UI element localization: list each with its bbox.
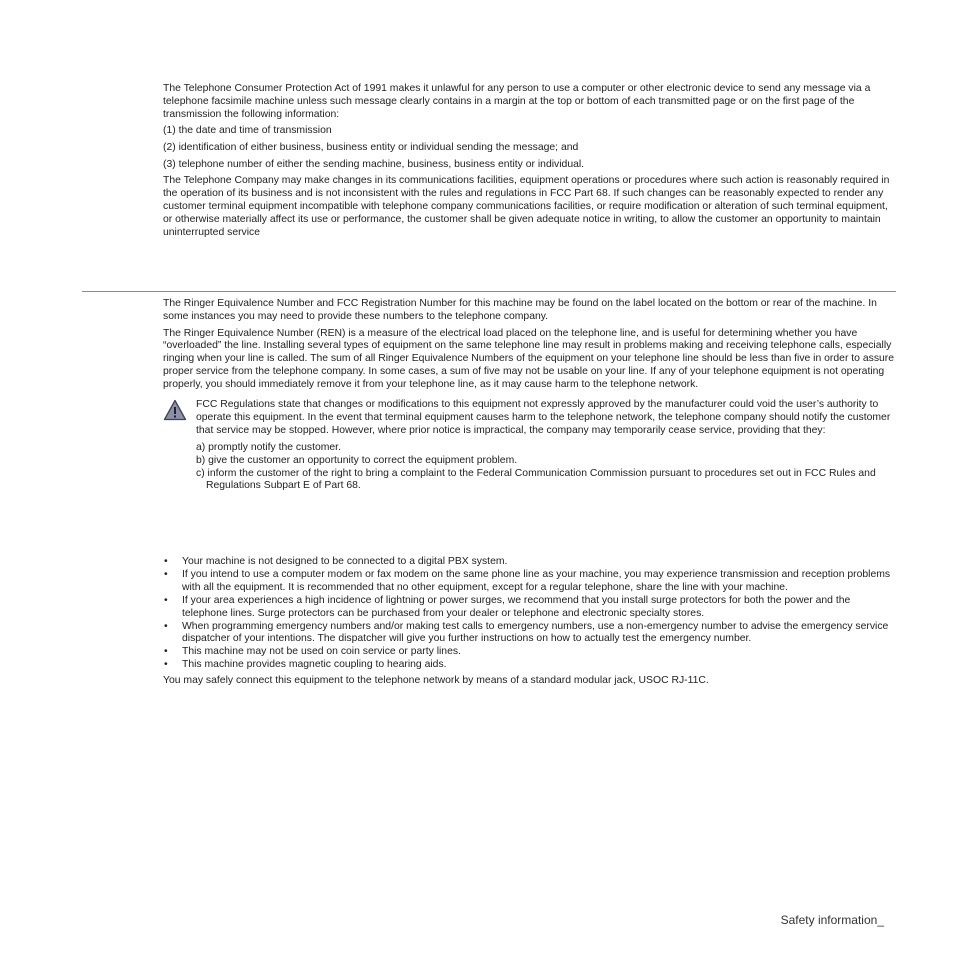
modular-jack-paragraph: You may safely connect this equipment to the telephone network by means of a standard modular jack, USOC RJ-11C. — [163, 675, 709, 687]
tcpa-item-2: (2) identification of either business, business entity or individual sending the message; and — [163, 142, 579, 153]
section-ringer-equivalence — [163, 298, 896, 493]
fcc-warning-text: FCC Regulations state that changes or modifications to this equipment not expressly approved by the manufacturer could void the user’s authority to operate this equipment. In the event that terminal equipment causes harm to the telephone network, the telephone company should notify the customer that service may be stopped. However, where prior notice is impractical, the company may temporarily cease service, providing that they: — [196, 399, 891, 436]
fcc-warning-note — [163, 399, 896, 493]
fcc-warning-item-c: c) inform the customer of the right to bring a complaint to the Federal Communication Commission pursuant to procedures set out in FCC Rules and Regulations Subpart E of Part 68. — [196, 467, 876, 492]
telephone-company-changes-paragraph: The Telephone Company may make changes in its communications facilities, equipment operations or procedures where such action is reasonably required in the operation of its business and is not inconsistent with the rules and regulations in FCC Part 68. If such changes can be reasonably expected to render any customer terminal equipment incompatible with telephone company communications facilities, or require modification or alteration of such terminal equipment, or otherwise materially affect its use or performance, the customer shall be given adequate notice in writing, to allow the customer an opportunity to maintain uninterrupted service — [163, 175, 890, 238]
fcc-warning-item-a: a) promptly notify the customer. — [196, 441, 341, 453]
warning-triangle-icon — [163, 399, 187, 421]
section-telephone-consumer-protection — [163, 83, 896, 243]
tcpa-intro-paragraph: The Telephone Consumer Protection Act of 1991 makes it unlawful for any person to use a computer or other electronic device to send any message via a telephone facsimile machine unless such message clearly contains in a margin at the top or bottom of each transmitted page or on the first page of the transmission the following information: — [163, 83, 871, 120]
tcpa-item-1: (1) the date and time of transmission — [163, 125, 332, 137]
bullet-item-surge: • If your area experiences a high incidence of lightning or power surges, we recommend that you install surge protectors for both the power and the telephone lines. Surge protectors can be purchased from your dealer or telephone and electronic specialty stores. — [163, 595, 896, 621]
connection-bullet-list — [163, 556, 896, 672]
ren-location-paragraph: The Ringer Equivalence Number and FCC Registration Number for this machine may be found on the label located on the bottom or rear of the machine. In some instances you may need to provide these numbers to the telephone company. — [163, 298, 877, 322]
section-divider — [82, 291, 896, 292]
bullet-item-pbx: • Your machine is not designed to be connected to a digital PBX system. — [163, 556, 896, 569]
bullet-item-modem: • If you intend to use a computer modem or fax modem on the same phone line as your machine, you may experience transmission and reception problems with all the equipment. It is recommended that no other equipment, except for a regular telephone, share the line with your machine. — [163, 569, 896, 595]
tcpa-item-3: (3) telephone number of either the sending machine, business, business entity or individual. — [163, 158, 585, 170]
ren-explanation-paragraph: The Ringer Equivalence Number (REN) is a measure of the electrical load placed on the telephone line, and is useful for determining whether you have “overloaded” the line. Installing several types of equipment on the same telephone line may result in problems making and receiving telephone calls, especially ringing when your line is called. The sum of all Ringer Equivalence Numbers of the equipment on your telephone line should be less than five in order to assure proper service from the telephone company. In some cases, a sum of five may not be usable on your line. If any of your telephone equipment is not operating properly, you should immediately remove it from your telephone line, as it may cause harm to the telephone network. — [163, 327, 895, 391]
fcc-warning-list — [196, 442, 896, 494]
bullet-item-emergency: • When programming emergency numbers and/or making test calls to emergency numbers, use a non-emergency number to advise the emergency service dispatcher of your intentions. The dispatcher will give you further instructions on how to actually test the emergency number. — [163, 621, 896, 647]
fcc-warning-item-b: b) give the customer an opportunity to correct the equipment problem. — [196, 454, 518, 466]
page-footer-label: Safety information_ — [780, 913, 884, 927]
section-connection-notes — [163, 556, 896, 692]
bullet-item-hearing-aids: • This machine provides magnetic coupling to hearing aids. — [163, 659, 896, 672]
bullet-item-coin-service: • This machine may not be used on coin service or party lines. — [163, 646, 896, 659]
